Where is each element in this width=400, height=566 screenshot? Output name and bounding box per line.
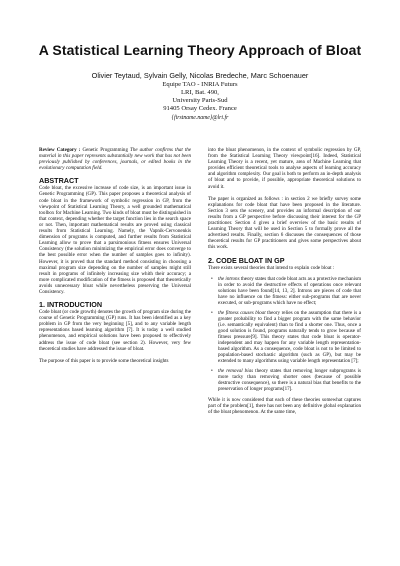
abstract-text: Code bloat, the excessive increase of code size, is an important issue in Genetic Programming (GP). This paper proposes a theoretical analysis of code bloat in the framework of symbolic regression in GP, from the viewpoint of Statistical Learning Theory, a well grounded mathematical toolbox for Machine Learning. Two kinds of bloat must be distinguished in that context, depending whether the target function lies in the search space or not. Then, important mathematical results are proved using classical results from Statistical Learning. Namely, the Vapnik-Cervonenkis dimension of programs is computed, and further results from Statistical Learning allow to prove that a parsimonious fitness ensures Universal Consistency (the solution minimizing the empirical error does converge to the best possible error when the number of samples goes to infinity). However, it is proved that the standard method consisting in choosing a maximal program size depending on the number of samples might still result in programs of infinitely increasing size whith their accuracy; a more complicated modification of the fitness is proposed that theoretically avoids unnecessary bloat while nevertheless preserving the Universal Consistency. bbox=[39, 185, 191, 295]
list-item bbox=[218, 368, 361, 392]
introduction-heading: 1. INTRODUCTION bbox=[39, 300, 103, 310]
body-paragraph: into the bloat phenomenon, in the context of symbolic regression by GP, from the Statistical Learning Theory viewpoint[16]. Indeed, Statistical Learning Theory is a recent, yet mature, area of Machine Learning that provides efficient theoretical tools to analyse aspects of learning accuracy and algorithm complexity. Our goal is both to perform an in-depth analysis of bloat and to provide, if possible, appropriate theoretical solutions to avoid it. bbox=[208, 147, 361, 190]
review-category bbox=[39, 147, 191, 171]
left-column bbox=[39, 147, 191, 364]
list-item-term: the removal bias bbox=[218, 367, 254, 374]
list-item-text: theory relies on the assumption that there is a greater probability to find a bigger program with the same behavior (i.e. semantically equivalent) than to find a shorter one. Thus, once a good solution is found, programs naturally tends to grow because of fitness pressure[9]. This theory states that code bloat is operator-independent and may happen for any variable length representation-based algorithm. As a consequence, code bloat is not to be limited to population-based stochastic algorithm (such as GP), but may be extended to many algorithms using variable length representation [7]; bbox=[218, 309, 361, 365]
purpose-paragraph: The purpose of this paper is to provide some theoretical insights bbox=[39, 357, 169, 364]
introduction-paragraph: Code bloat (or code growth) denotes the growth of program size during the course of Genetic Programming (GP) runs. It has been identified as a key problem in GP from the very beginning [5], and to any variable length representations based learning algorithm [7]. It is today a well studied phenomenon, and empirical solutions have been proposed to effectively address the issue of code bloat (see section 2). However, very few theoretical studies have addressed the issue of bloat. bbox=[39, 309, 191, 352]
list-item bbox=[218, 276, 361, 306]
review-category-value: Genetic Programming bbox=[82, 147, 128, 153]
list-item-term: the introns bbox=[218, 275, 240, 282]
affiliation-line: Equipe TAO - INRIA Futurs bbox=[162, 80, 238, 88]
affiliation-line: 91405 Orsay Cedex. France bbox=[163, 105, 237, 113]
affiliation-line: University Paris-Sud bbox=[172, 97, 228, 105]
abstract-heading: ABSTRACT bbox=[39, 176, 79, 186]
author-block bbox=[0, 72, 400, 122]
list-item-term: the fitness causes bloat bbox=[218, 309, 266, 316]
list-item-text: theory states that removing longer subprograms is more tacky than removing shorter ones (because of possible destructive consequence), so there is a natural bias that benefits to the preservation of longer programs[17]. bbox=[218, 367, 361, 393]
author-email: {firstname.name}@lri.fr bbox=[171, 114, 229, 121]
list-item-text: theory states that code bloat acts as a protective mechanism in order to avoid the destructive effects of operations once relevant solutions have been found[14, 13, 2]. Introns are pieces of code that have no influence on the fitness: either sub-programs that are never executed, or sub-programs which have no effect; bbox=[218, 275, 361, 306]
section-2-heading: 2. CODE BLOAT IN GP bbox=[208, 255, 285, 265]
review-category-label: Review Category : bbox=[39, 147, 81, 153]
right-column bbox=[208, 147, 361, 416]
author-names: Olivier Teytaud, Sylvain Gelly, Nicolas Bredeche, Marc Schoenauer bbox=[91, 71, 309, 80]
affiliation-line: LRI, Bat. 490, bbox=[181, 88, 219, 96]
list-item bbox=[218, 310, 361, 365]
closing-paragraph: While it is now considered that each of these theories somewhat captures part of the problem[1], there has not been any definitive global explanation of the bloat phenomenon. At the same time, bbox=[208, 397, 361, 416]
paper-title: A Statistical Learning Theory Approach of Bloat bbox=[38, 42, 362, 58]
bloat-theories-list bbox=[208, 276, 361, 393]
section-2-intro: There exists several theories that intend to explain code bloat : bbox=[208, 264, 335, 271]
body-paragraph: The paper is organized as follows : in section 2 we briefly survey some explanations for code bloat that have been proposed in the literature. Section 3 sets the scenery, and provides an informal description of our results from a GP perspective before discussing their interest for the GP practitioner. Section 4 gives a brief overview of the basic results of Learning Theory that will be used in Section 5 to formally prove all the advertised results. Finally, section 6 discusses the consequences of those theoretical results for GP practitioners and gives some perspectives about this work. bbox=[208, 195, 361, 251]
review-note: The author confirms that the material in this paper represents substantially new work that has not been previously published by conferences, journals, or edited books in the evolutionary computation field. bbox=[39, 147, 191, 172]
